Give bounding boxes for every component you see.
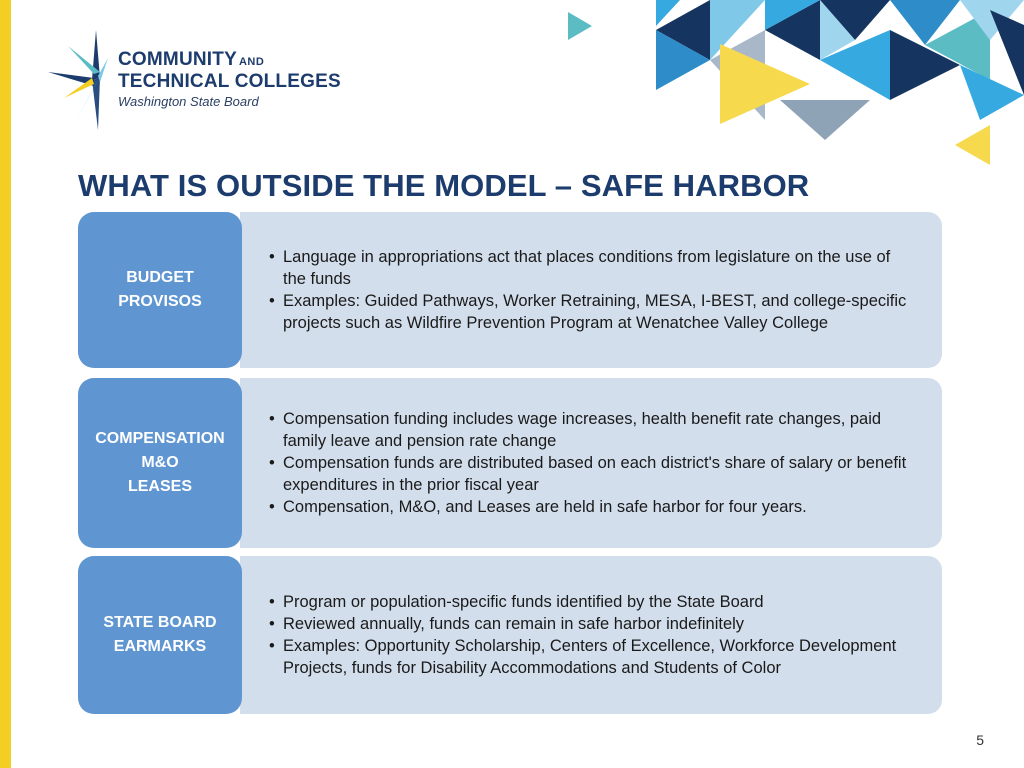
bullet-item: • Language in appropriations act that places conditions from legislature on the use of the funds bbox=[267, 246, 910, 290]
bullet-item: • Reviewed annually, funds can remain in safe harbor indefinitely bbox=[267, 613, 910, 635]
left-accent-stripe bbox=[0, 0, 11, 768]
category-label-box bbox=[78, 378, 242, 548]
row-compensation bbox=[78, 378, 942, 548]
page-number: 5 bbox=[976, 732, 984, 748]
label-line: M&O bbox=[141, 454, 179, 471]
logo bbox=[48, 28, 348, 132]
label-line: STATE BOARD bbox=[103, 614, 217, 631]
bullet-item: • Compensation funding includes wage increases, health benefit rate changes, paid family leave and pension rate change bbox=[267, 408, 910, 452]
label-line: EARMARKS bbox=[113, 638, 207, 655]
category-label-box bbox=[78, 212, 242, 368]
bullet-item: • Program or population-specific funds identified by the State Board bbox=[267, 591, 910, 613]
category-label bbox=[95, 427, 224, 499]
category-label-box bbox=[78, 556, 242, 714]
logo-line-community: COMMUNITY AND bbox=[118, 49, 265, 70]
row-budget-provisos bbox=[78, 212, 942, 368]
page-title: WHAT IS OUTSIDE THE MODEL – SAFE HARBOR bbox=[78, 168, 810, 203]
decorative-triangles bbox=[560, 0, 1024, 170]
label-line: PROVISOS bbox=[118, 293, 202, 310]
category-label bbox=[118, 266, 202, 314]
starburst-logo-icon bbox=[48, 28, 108, 132]
logo-wordmark bbox=[118, 50, 341, 112]
bullet-item: • Compensation, M&O, and Leases are held in safe harbor for four years. bbox=[267, 496, 910, 518]
label-line: LEASES bbox=[127, 478, 192, 495]
label-line: COMPENSATION bbox=[95, 430, 225, 447]
category-label bbox=[103, 611, 216, 659]
bullet-list bbox=[267, 556, 910, 714]
bullet-item: • Examples: Opportunity Scholarship, Centers of Excellence, Workforce Development Projects, funds for Disability Accommodations and Students of Color bbox=[267, 635, 910, 679]
label-line: BUDGET bbox=[126, 269, 194, 286]
logo-line-washington-state-board: Washington State Board bbox=[118, 94, 259, 109]
bullet-item: • Compensation funds are distributed based on each district's share of salary or benefit expenditures in the prior fiscal year bbox=[267, 452, 910, 496]
bullet-list bbox=[267, 212, 910, 368]
row-state-board-earmarks bbox=[78, 556, 942, 714]
bullet-list bbox=[267, 378, 910, 548]
bullet-item: • Examples: Guided Pathways, Worker Retraining, MESA, I-BEST, and college-specific projects such as Wildfire Prevention Program at Wenatchee Valley College bbox=[267, 290, 910, 334]
logo-and: AND bbox=[238, 56, 265, 68]
logo-line-technical-colleges: TECHNICAL COLLEGES bbox=[118, 71, 341, 92]
